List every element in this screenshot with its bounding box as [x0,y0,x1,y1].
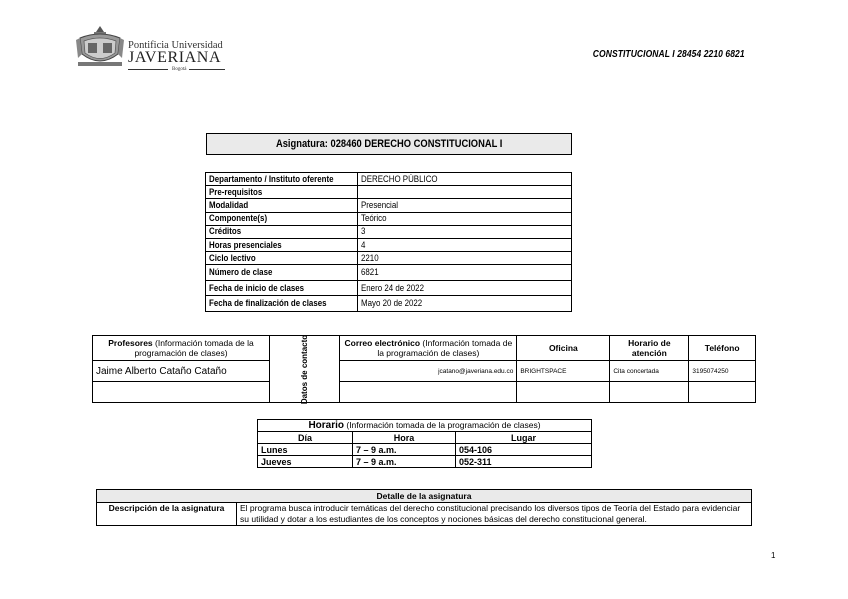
page-number: 1 [771,551,776,560]
coat-of-arms-icon [74,24,126,70]
header-office: Oficina [517,336,610,361]
logo-line-2: JAVERIANA [128,49,222,66]
professor-hours: Cita concertada [610,361,689,382]
detail-text: El programa busca introducir temáticas del derecho constitucional precisando los diversos tipos de Teoría del Estado para evidenciar su utilidad y dotar a los estudiantes de los conceptos y nociones básicas del derecho constitucional general. [237,503,752,526]
info-label: Fecha de finalización de clases [209,298,327,309]
schedule-row [258,444,592,456]
info-label: Modalidad [209,199,249,210]
info-row [206,252,572,265]
contact-header-row [93,336,756,361]
detail-label: Descripción de la asignatura [97,503,237,526]
course-code-header: CONSTITUCIONAL I 28454 2210 6821 [593,49,745,60]
course-info-table [205,172,572,312]
info-label: Créditos [209,226,242,237]
header-professors: Profesores (Información tomada de la programación de clases) [93,336,270,361]
info-label: Pre-requisitos [209,186,263,197]
info-value: 6821 [361,267,379,278]
header-office-hours: Horario de atención [610,336,689,361]
info-label: Ciclo lectivo [209,252,256,263]
info-row [206,238,572,251]
header-contact-data: Datos de contacto [270,336,340,403]
info-row [206,296,572,312]
schedule-day: Jueves [258,456,353,468]
professor-office: BRIGHTSPACE [517,361,610,382]
header-phone: Teléfono [689,336,756,361]
info-value: Mayo 20 de 2022 [361,298,423,309]
schedule-place: 054-106 [456,444,592,456]
course-detail-table [96,489,752,526]
schedule-title: Horario (Información tomada de la programación de clases) [258,420,592,432]
col-day: Día [258,432,353,444]
course-title: Asignatura: 028460 DERECHO CONSTITUCIONAL I [206,133,572,155]
info-value: Teórico [361,213,387,224]
professor-phone: 3195074250 [689,361,756,382]
info-value: 3 [361,226,366,237]
info-row [206,186,572,199]
info-row [206,199,572,212]
info-label: Departamento / Instituto oferente [209,173,334,184]
logo-line-3: Bogotá [172,67,187,72]
schedule-place: 052-311 [456,456,592,468]
schedule-day: Lunes [258,444,353,456]
info-value: DERECHO PÚBLICO [361,173,438,184]
info-value: Presencial [361,199,398,210]
info-value: 4 [361,239,366,250]
university-logo [72,24,232,70]
contact-row-empty [93,382,756,403]
info-row [206,173,572,186]
schedule-time: 7 – 9 a.m. [353,456,456,468]
info-label: Fecha de inicio de clases [209,282,305,293]
professor-email: jcatano@javeriana.edu.co [340,361,517,382]
schedule-row [258,456,592,468]
col-time: Hora [353,432,456,444]
info-value: 2210 [361,252,379,263]
info-row [206,212,572,225]
detail-title: Detalle de la asignatura [97,490,752,503]
info-value: Enero 24 de 2022 [361,282,424,293]
info-row [206,280,572,296]
schedule-time: 7 – 9 a.m. [353,444,456,456]
contact-row [93,361,756,382]
logo-line-1: Pontificia Universidad [128,40,223,51]
info-row [206,225,572,238]
info-label: Horas presenciales [209,239,282,250]
schedule-table [257,419,592,468]
info-label: Número de clase [209,267,273,278]
header-email: Correo electrónico (Información tomada de la programación de clases) [340,336,517,361]
info-label: Componente(s) [209,213,268,224]
professor-name: Jaime Alberto Cataño Cataño [93,361,270,382]
col-place: Lugar [456,432,592,444]
info-row [206,265,572,281]
professor-contact-table [92,335,756,403]
